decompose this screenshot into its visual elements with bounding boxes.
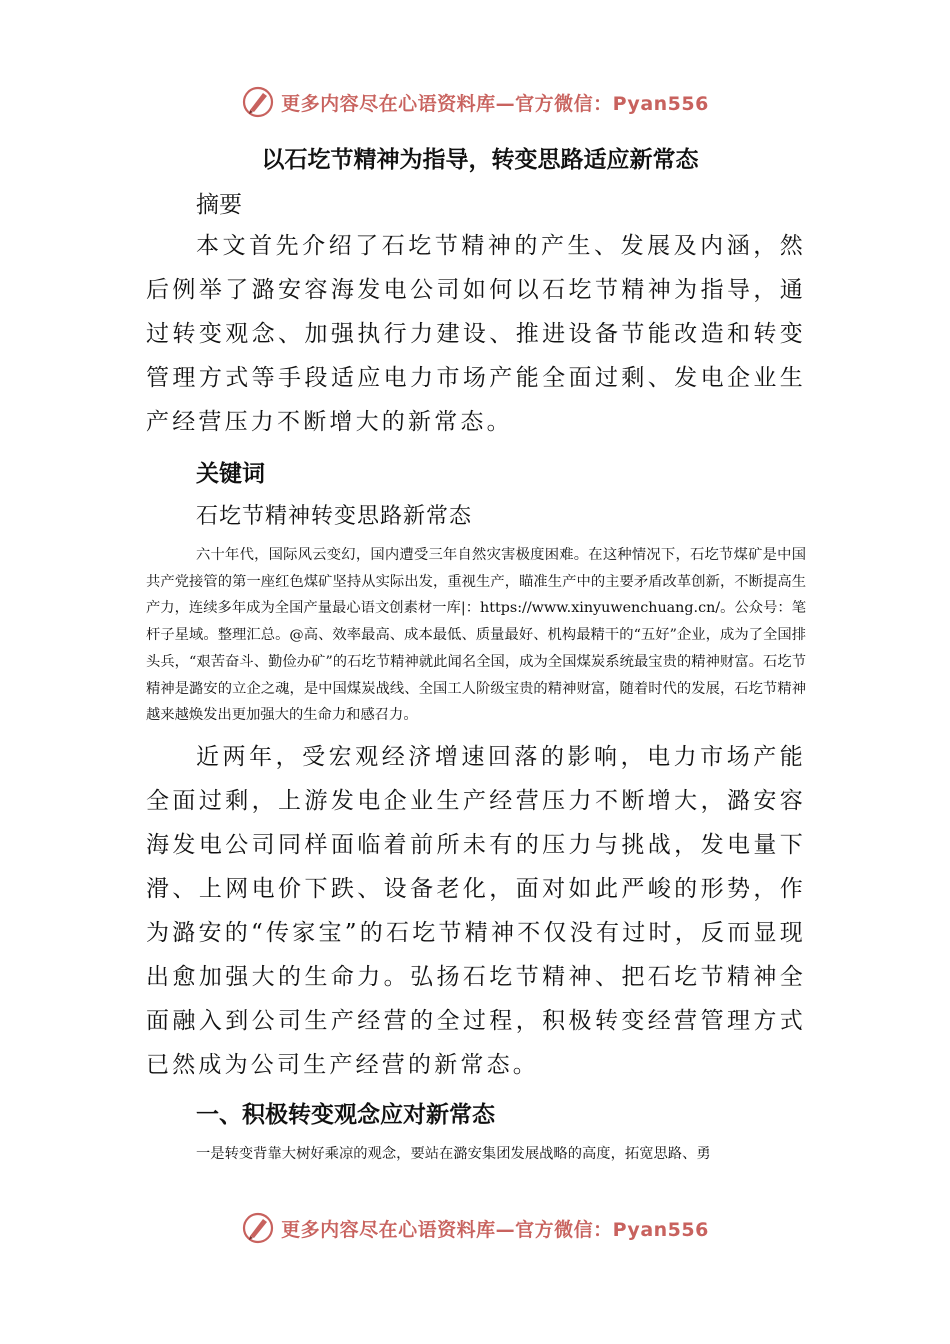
footer-banner-content — [241, 1211, 709, 1245]
header-banner — [0, 82, 950, 122]
banner-text: 更多内容尽在心语资料库—官方微信：Pyan556 — [281, 92, 709, 115]
pen-logo-icon — [241, 85, 275, 119]
section-heading: 一、积极转变观念应对新常态 — [196, 1101, 495, 1128]
body-paragraph: 一是转变背靠大树好乘凉的观念，要站在潞安集团发展战略的高度，拓宽思路、勇 — [196, 1145, 711, 1162]
abstract-heading: 摘要 — [196, 192, 242, 218]
body-paragraph: 六十年代，国际风云变幻，国内遭受三年自然灾害极度困难。在这种情况下，石圪节煤矿是中国共产党接管的第一座红色煤矿坚持从实际出发，重视生产，瞄准生产中的主要矛盾改革创新，不断提高生产力，连续多年成为全国产量最心语文创素材一库|：https://www.xinyuwenchuang.cn/。公众号：笔杆子星域。整理汇总。@高、效率最高、成本最低、质量最好、机构最精干的“五好”企业，成为了全国排头兵，“艰苦奋斗、勤俭办矿”的石圪节精神就此闻名全国，成为全国煤炭系统最宝贵的精神财富。石圪节精神是潞安的立企之魂，是中国煤炭战线、全国工人阶级宝贵的精神财富，随着时代的发展，石圪节精神越来越焕发出更加强大的生命力和感召力。 — [146, 547, 806, 724]
banner-text: 更多内容尽在心语资料库—官方微信：Pyan556 — [281, 1218, 709, 1241]
abstract-paragraph: 本文首先介绍了石圪节精神的产生、发展及内涵，然后例举了潞安容海发电公司如何以石圪节精神为指导，通过转变观念、加强执行力建设、推进设备节能改造和转变管理方式等手段适应电力市场产能全面过剩、发电企业生产经营压力不断增大的新常态。 — [146, 233, 806, 435]
header-banner-content — [241, 85, 709, 119]
document-title: 以石圪节精神为指导，转变思路适应新常态 — [261, 147, 699, 173]
document-body — [146, 140, 806, 1167]
pen-logo-icon — [241, 1211, 275, 1245]
keywords-heading: 关键词 — [196, 461, 265, 487]
body-paragraph: 近两年，受宏观经济增速回落的影响，电力市场产能全面过剩，上游发电企业生产经营压力不断增大，潞安容海发电公司同样面临着前所未有的压力与挑战，发电量下滑、上网电价下跌、设备老化，面对如此严峻的形势，作为潞安的“传家宝”的石圪节精神不仅没有过时，反而显现出愈加强大的生命力。弘扬石圪节精神、把石圪节精神全面融入到公司生产经营的全过程，积极转变经营管理方式已然成为公司生产经营的新常态。 — [146, 743, 806, 1078]
footer-banner — [0, 1208, 950, 1248]
keywords-text: 石圪节精神转变思路新常态 — [196, 504, 473, 529]
